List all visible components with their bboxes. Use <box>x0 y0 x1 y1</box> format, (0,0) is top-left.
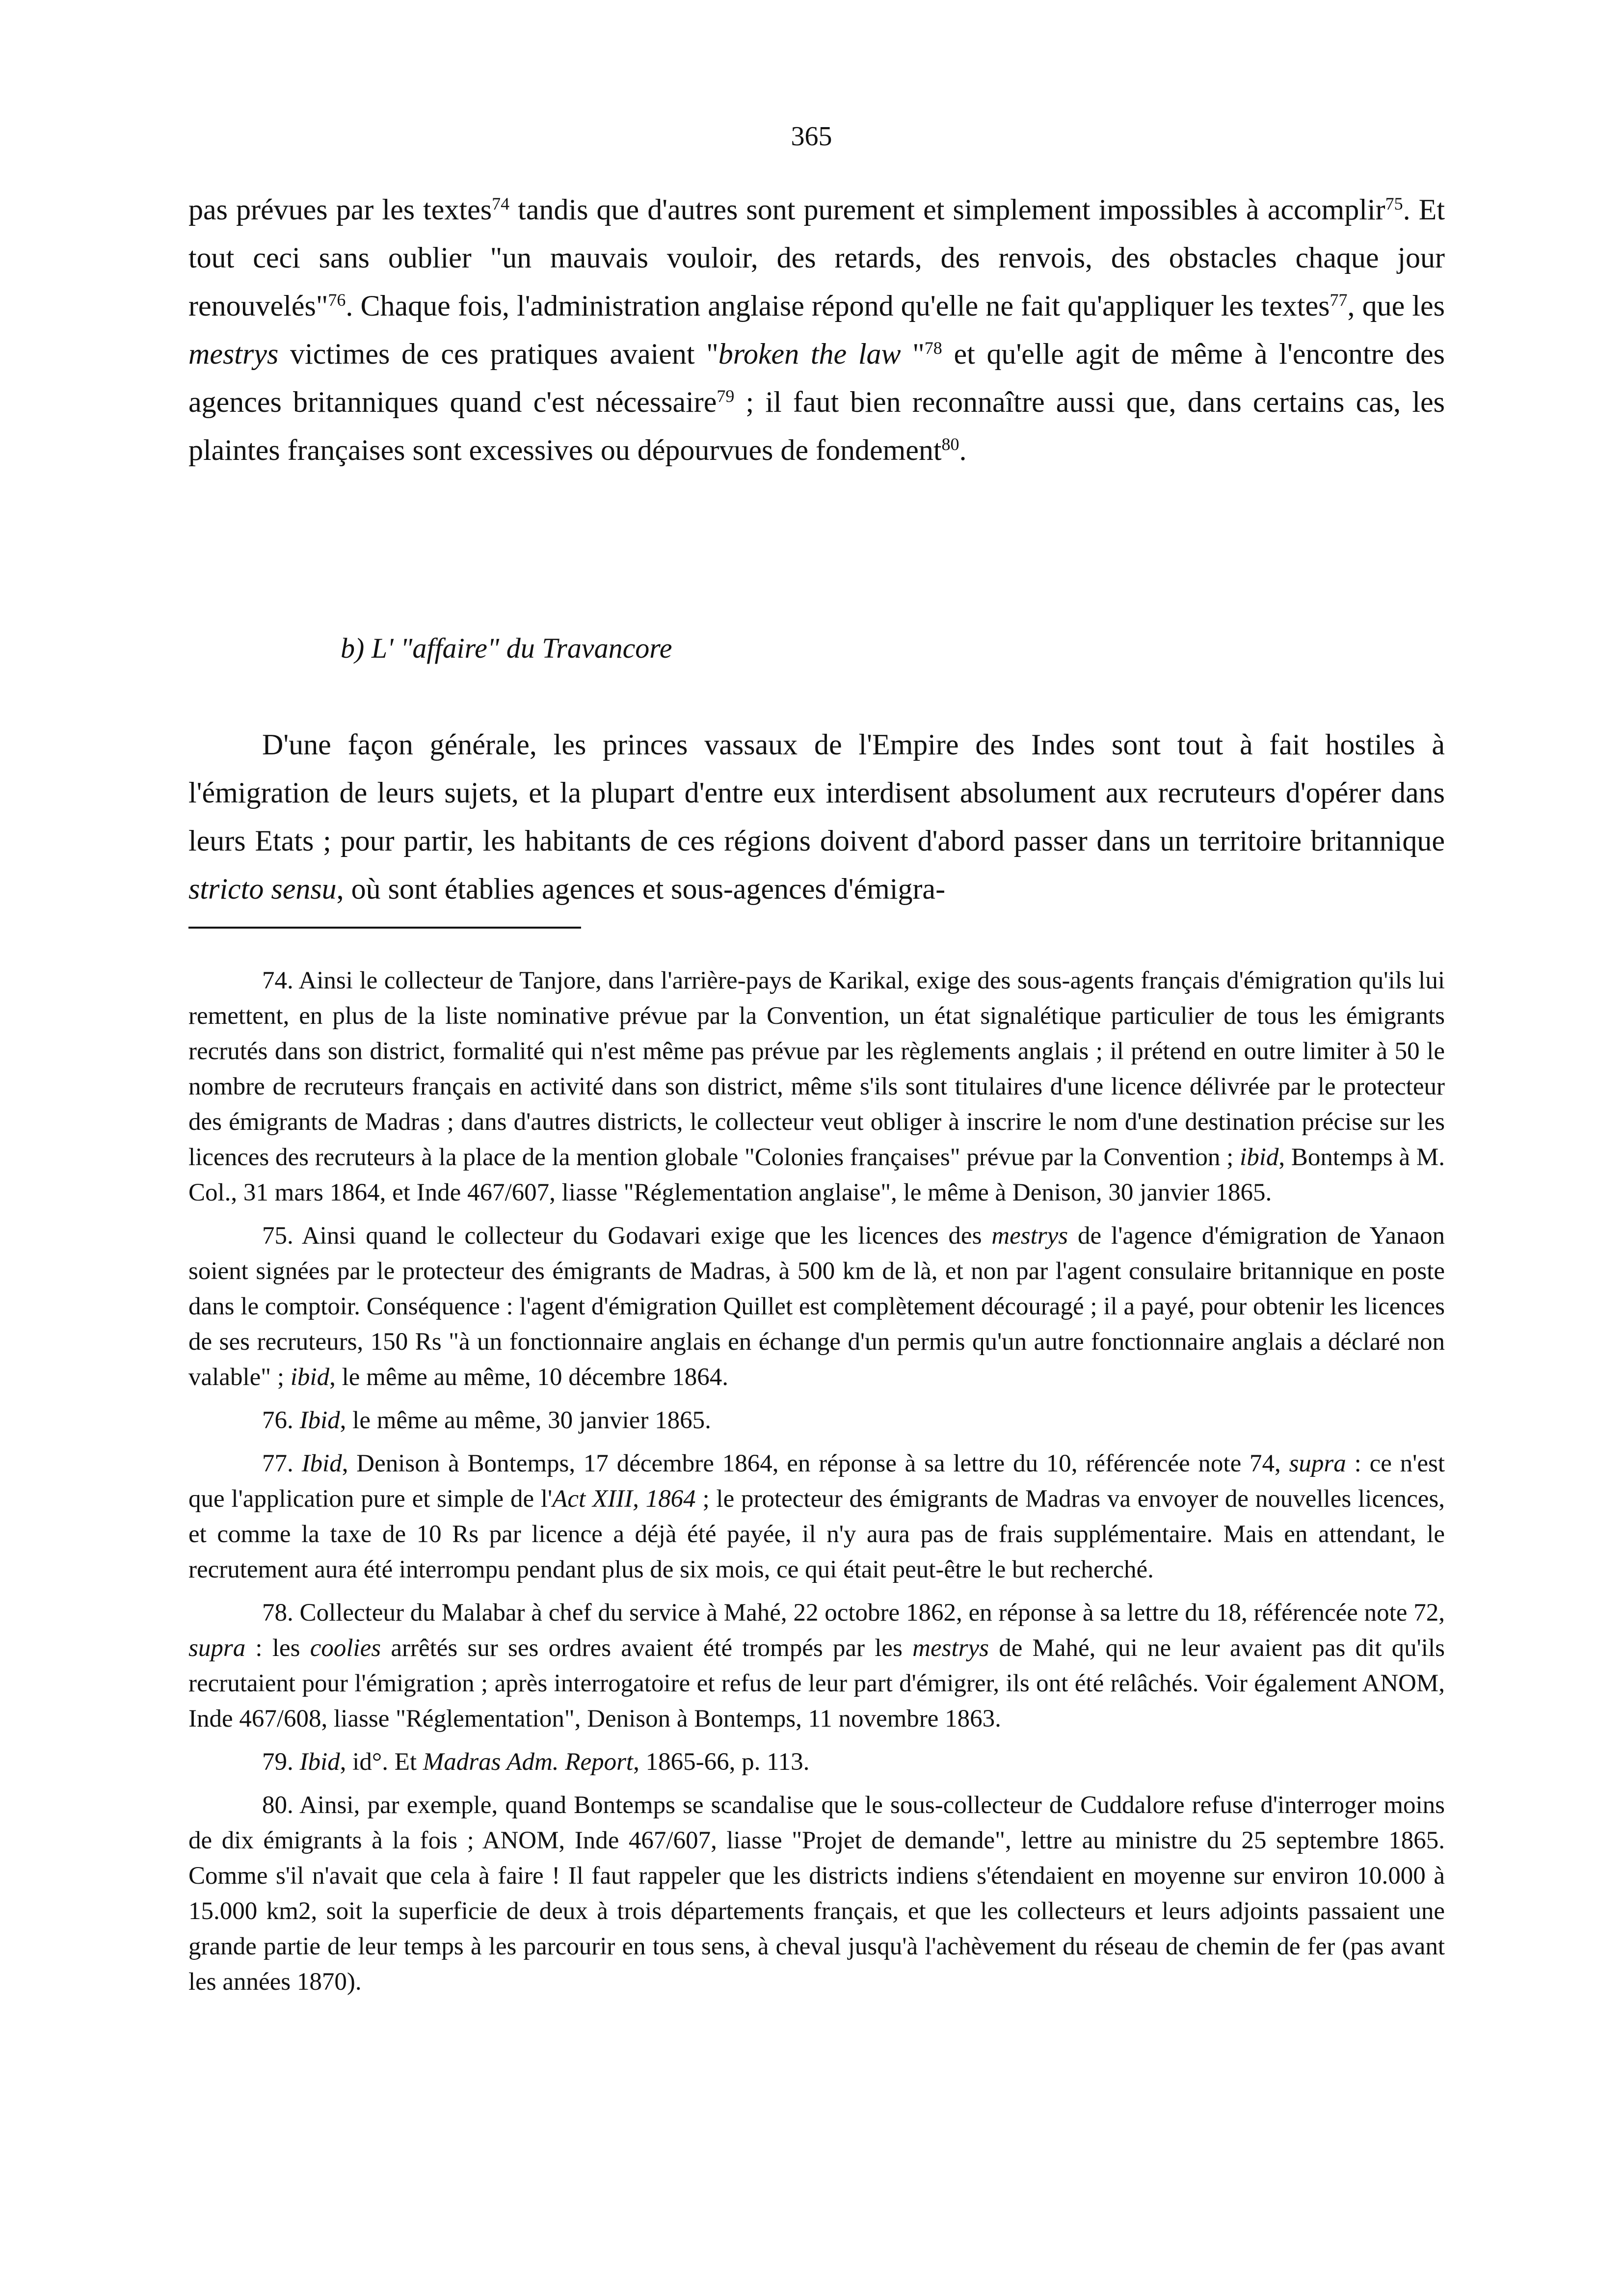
italic-text: mestrys <box>188 338 279 370</box>
page-number: 365 <box>791 121 832 152</box>
footnote <box>188 1403 1445 1438</box>
text-run: D'une façon générale, les princes vassaux de l'Empire des Indes sont tout à fait hostiles à l'émigration de leurs sujets, et la plupart d'entre eux interdisent absolument aux recruteurs d'opérer dans leurs Etats ; pour partir, les habitants de ces régions doivent d'abord passer dans un territoire britannique <box>188 728 1445 857</box>
footnote-ref: 79 <box>717 386 735 406</box>
footnote-separator <box>188 927 581 929</box>
footnote-ref: 76 <box>328 290 346 310</box>
footnote-ref: 80 <box>941 434 959 454</box>
text-run: : ce n'est que l'application pure et simple de l' <box>188 1450 1445 1513</box>
text-run: , le même au même, 10 décembre 1864. <box>329 1363 728 1391</box>
text-run: 74. Ainsi le collecteur de Tanjore, dans l'arrière-pays de Karikal, exige des sous-agents français d'émigration qu'ils lui remettent, en plus de la liste nominative prévue par la Convention, un état signalétique particulier de tous les émigrants recrutés dans son district, formalité qui n'est même pas prévue par les règlements anglais ; il prétend en outre limiter à 50 le nombre de recruteurs français en activité dans son district, même s'ils sont titulaires d'une licence délivrée par le protecteur des émigrants de Madras ; dans d'autres districts, le collecteur veut obliger à inscrire le nom d'une destination précise sur les licences des recruteurs à la place de la mention globale "Colonies françaises" prévue par la Convention ; <box>188 967 1445 1171</box>
text-run: , Denison à Bontemps, 17 décembre 1864, en réponse à sa lettre du 10, référencée note 74, <box>342 1450 1289 1477</box>
text-run: tandis que d'autres sont purement et simplement impossibles à accomplir <box>509 193 1385 226</box>
text-run: " <box>901 338 925 370</box>
text-run: pas prévues par les textes <box>188 193 492 226</box>
italic-text: ibid <box>1240 1144 1279 1171</box>
italic-text: Act XIII, 1864 <box>552 1485 696 1513</box>
italic-text: supra <box>188 1634 246 1662</box>
text-run: 77. <box>262 1450 302 1477</box>
text-run: . <box>959 434 967 466</box>
text-run: , Bontemps à M. Col., 31 mars 1864, et Inde 467/607, liasse "Réglementation anglaise", le même à Denison, 30 janvier 1865. <box>188 1144 1445 1206</box>
text-run: 80. Ainsi, par exemple, quand Bontemps se scandalise que le sous-collecteur de Cuddalore refuse d'interroger moins de dix émigrants à la fois ; ANOM, Inde 467/607, liasse "Projet de demande", lettre au ministre du 25 septembre 1865. Comme s'il n'avait que cela à faire ! Il faut rappeler que les districts indiens s'étendaient en moyenne sur environ 10.000 à 15.000 km2, soit la superficie de deux à trois départements français, et que les collecteurs et leurs adjoints passaient une grande partie de leur temps à les parcourir en tous sens, à cheval jusqu'à l'achèvement du réseau de chemin de fer (pas avant les années 1870). <box>188 1791 1445 1996</box>
text-run: , que les <box>1347 290 1445 322</box>
italic-text: stricto sensu <box>188 873 337 905</box>
italic-text: Ibid <box>299 1407 340 1434</box>
text-run: , où sont établies agences et sous-agences d'émigra- <box>336 873 946 905</box>
text-run: : les <box>245 1634 310 1662</box>
text-run: 75. Ainsi quand le collecteur du Godavari exige que les licences des <box>262 1222 992 1250</box>
footnote <box>188 1595 1445 1736</box>
text-run: ; le protecteur des émigrants de Madras va envoyer de nouvelles licences, et comme la taxe de 10 Rs par licence a déjà été payée, il n'y aura pas de frais supplémentaire. Mais en attendant, le recrutement aura été interrompu pendant plus de six mois, ce qui était peut-être le but recherché. <box>188 1485 1445 1583</box>
footnotes <box>188 963 1445 2007</box>
text-run: victimes de ces pratiques avaient " <box>278 338 718 370</box>
body-paragraph <box>188 186 1445 474</box>
text-run: . Chaque fois, l'administration anglaise répond qu'elle ne fait qu'appliquer les textes <box>346 290 1330 322</box>
italic-text: Madras Adm. Report <box>423 1748 634 1776</box>
footnote <box>188 1788 1445 2000</box>
text-run: 78. Collecteur du Malabar à chef du service à Mahé, 22 octobre 1862, en réponse à sa lettre du 18, référencée note 72, <box>262 1599 1445 1627</box>
text-run: de Mahé, qui ne leur avaient pas dit qu'ils recrutaient pour l'émigration ; après interrogatoire et refus de leur part d'émigrer, ils ont été relâchés. Voir également ANOM, Inde 467/608, liasse "Réglementation", Denison à Bontemps, 11 novembre 1863. <box>188 1634 1445 1733</box>
text-run: 76. <box>262 1407 300 1434</box>
footnote <box>188 963 1445 1210</box>
italic-text: mestrys <box>912 1634 989 1662</box>
footnote <box>188 1446 1445 1587</box>
text-run: , 1865-66, p. 113. <box>633 1748 810 1776</box>
text-run: , id°. Et <box>340 1748 423 1776</box>
text-run: , le même au même, 30 janvier 1865. <box>340 1407 711 1434</box>
text-run: de l'agence d'émigration de Yanaon soient signées par le protecteur des émigrants de Madras, à 500 km de là, et non par l'agent consulaire britannique en poste dans le comptoir. Conséquence : l'agent d'émigration Quillet est complètement découragé ; il a payé, pour obtenir les licences de ses recruteurs, 150 Rs "à un fonctionnaire anglais en échange d'un permis qu'un autre fonctionnaire anglais a déclaré non valable" ; <box>188 1222 1445 1391</box>
italic-text: Ibid <box>299 1748 340 1776</box>
footnote-ref: 77 <box>1330 290 1348 310</box>
footnote <box>188 1744 1445 1780</box>
italic-text: mestrys <box>991 1222 1068 1250</box>
text-run: 79. <box>262 1748 300 1776</box>
italic-text: Ibid <box>301 1450 342 1477</box>
italic-text: supra <box>1289 1450 1346 1477</box>
footnote-ref: 75 <box>1385 194 1403 214</box>
italic-text: broken the law <box>718 338 901 370</box>
italic-text: coolies <box>310 1634 381 1662</box>
italic-text: ibid <box>290 1363 330 1391</box>
text-run: ; il faut bien reconnaître aussi que, dans certains cas, les plaintes françaises sont excessives ou dépourvues de fondement <box>188 386 1445 466</box>
text-run: arrêtés sur ses ordres avaient été trompés par les <box>381 1634 913 1662</box>
text-run: . Et tout ceci sans oublier "un mauvais vouloir, des retards, des renvois, des obstacles chaque jour renouvelés" <box>188 193 1445 322</box>
footnote-ref: 78 <box>924 338 942 358</box>
body-paragraph <box>188 721 1445 913</box>
footnote-ref: 74 <box>492 194 510 214</box>
footnote <box>188 1218 1445 1395</box>
section-heading: b) L' "affaire" du Travancore <box>341 632 672 664</box>
text-run: et qu'elle agit de même à l'encontre des agences britanniques quand c'est nécessaire <box>188 338 1445 418</box>
